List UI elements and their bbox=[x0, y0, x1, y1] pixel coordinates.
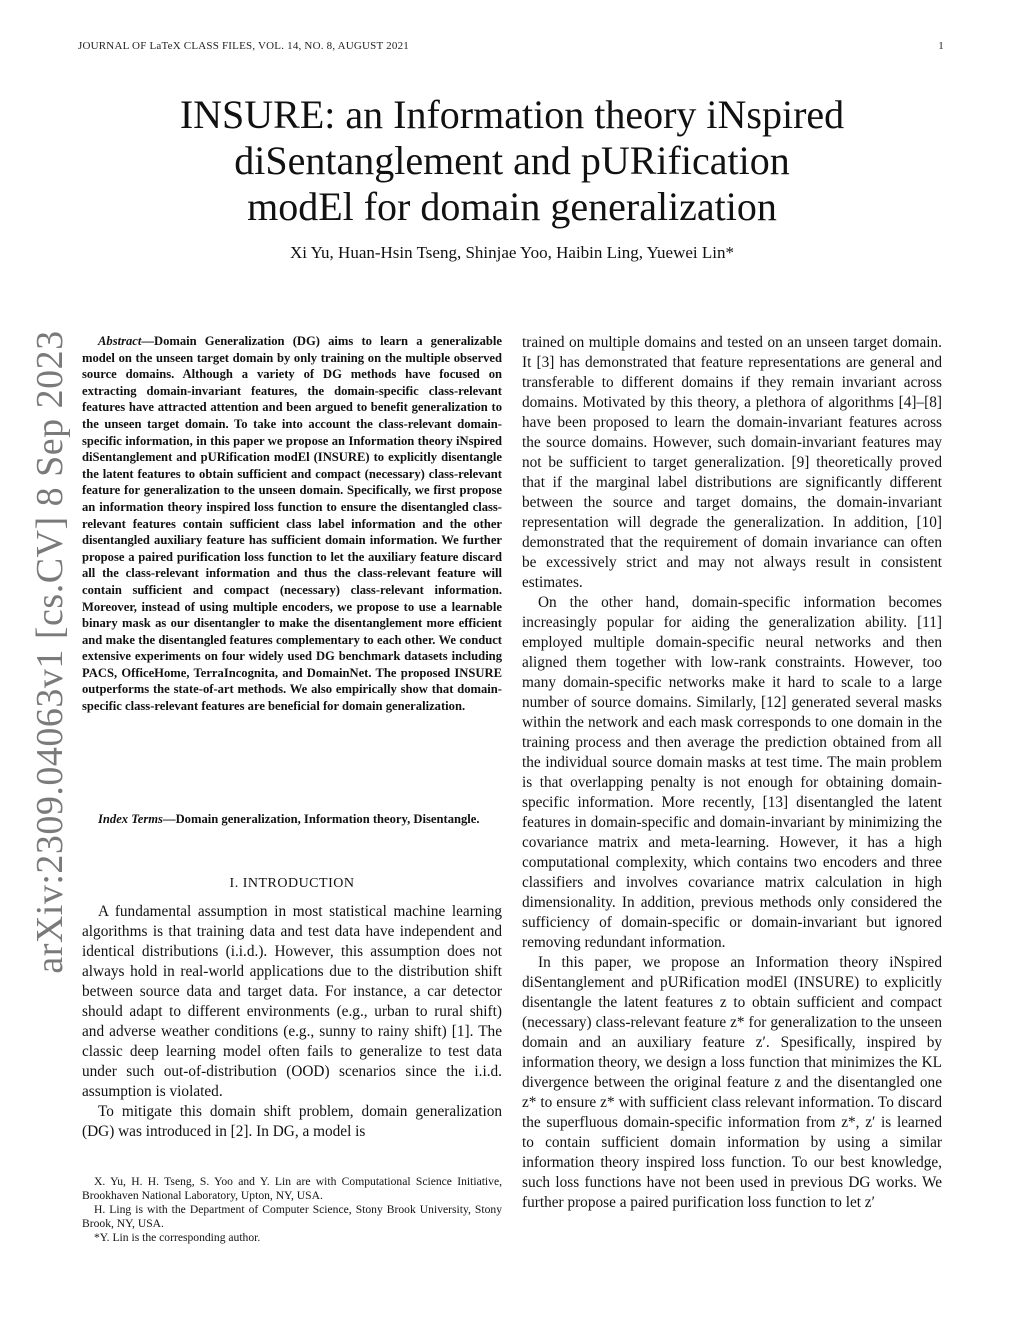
abstract bbox=[82, 333, 502, 715]
title-line-3: modEl for domain generalization bbox=[247, 184, 777, 229]
right-column-body bbox=[522, 333, 942, 1213]
intro-paragraph-2: To mitigate this domain shift problem, domain generalization (DG) was introduced in [2]. In DG, a model is bbox=[82, 1103, 502, 1140]
footnote-corresponding: *Y. Lin is the corresponding author. bbox=[94, 1231, 261, 1244]
journal-header: JOURNAL OF LaTeX CLASS FILES, VOL. 14, NO. 8, AUGUST 2021 bbox=[78, 40, 409, 52]
intro-paragraph-1: A fundamental assumption in most statistical machine learning algorithms is that training data and test data have independent and identical distributions (i.i.d.). However, this assumption does not always hold in real-world applications due to the distribution shift between source data and target data. For instance, a car detector should adapt to different environments (e.g., urban to rural shift) and adverse weather conditions (e.g., sunny to rainy shift) [1]. The classic deep learning model often fails to generalize to test data under such out-of-distribution (OOD) scenarios since the i.i.d. assumption is violated. bbox=[82, 903, 502, 1100]
page-number: 1 bbox=[938, 40, 944, 52]
arxiv-sidebar bbox=[20, 330, 80, 974]
abstract-text: —Domain Generalization (DG) aims to learn a generalizable model on the unseen target domain by only training on the multiple observed source domains. Although a variety of DG methods have focused on extracting domain-invariant features, the domain-specific class-relevant features have attracted attention and been argued to benefit generalization to the unseen target domain. To take into account the class-relevant domain-specific information, in this paper we propose an Information theory iNspired diSentanglement and pURification modEl (INSURE) to explicitly disentangle the latent features to obtain sufficient and compact (necessary) class-relevant feature for generalization to the unseen domain. Specifically, we first propose an information theory inspired loss function to ensure the disentangled class-relevant features contain sufficient class label information and the other disentangled auxiliary feature has sufficient domain information. We further propose a paired purification loss function to let the auxiliary feature discard all the class-relevant information and thus the class-relevant feature will contain sufficient and compact (necessary) class-relevant information. Moreover, instead of using multiple encoders, we propose to use a learnable binary mask as our disentangler to make the disentanglement more efficient and make the disentangled features complementary to each other. We conduct extensive experiments on four widely used DG benchmark datasets including PACS, OfficeHome, TerraIncognita, and DomainNet. The proposed INSURE outperforms the state-of-art methods. We also empirically show that domain-specific class-relevant features are beneficial for domain generalization. bbox=[82, 334, 502, 714]
index-terms-label: Index Terms bbox=[98, 812, 163, 826]
footnote-affiliation-2: H. Ling is with the Department of Computer Science, Stony Brook University, Stony Brook, NY, USA. bbox=[82, 1203, 502, 1230]
right-paragraph-2: On the other hand, domain-specific information becomes increasingly popular for aiding the generalization ability. [11] employed multiple domain-specific neural networks and then aligned them together with low-rank constraints. However, too many domain-specific networks make it hard to scale to a large number of source domains. Similarly, [12] generated several masks within the network and each mask corresponds to one domain in the training process and then average the prediction obtained from all the individual source domain masks at test time. The main problem is that overlapping penalty is not enough for obtaining domain-specific information. More recently, [13] disentangled the latent features in domain-specific and domain-invariant by minimizing the covariance matrix and meta-learning. However, it has a high computational complexity, which contains two encoders and three classifiers and involves covariance matrix calculation in high dimensionality. In addition, previous methods only considered the sufficiency of domain-specific or domain-invariant but ignored removing redundant information. bbox=[522, 594, 942, 951]
footnotes bbox=[82, 1175, 502, 1245]
running-header bbox=[78, 40, 944, 52]
arxiv-identifier: arXiv:2309.04063v1 [cs.CV] 8 Sep 2023 bbox=[29, 330, 71, 974]
section-heading-introduction: I. INTRODUCTION bbox=[229, 876, 355, 891]
author-list: Xi Yu, Huan-Hsin Tseng, Shinjae Yoo, Haibin Ling, Yuewei Lin* bbox=[290, 243, 734, 262]
right-paragraph-1: trained on multiple domains and tested on an unseen target domain. It [3] has demonstrated that feature representations are general and transferable to different domains if they remain invariant across domains. Motivated by this theory, a plethora of algorithms [4]–[8] have been proposed to learn the domain-invariant features across the source domains. However, such domain-invariant features may not be sufficient to target generalization. [9] theoretically proved that if the marginal label distributions are significantly different between the source and target domains, the domain-invariant representation will degrade the generalization. In addition, [10] demonstrated that the requirement of domain invariance can often be excessively strict and may not always result in consistent estimates. bbox=[522, 334, 942, 591]
introduction-body bbox=[82, 902, 502, 1142]
abstract-label: Abstract bbox=[98, 334, 142, 348]
index-terms bbox=[82, 811, 502, 828]
paper-title bbox=[120, 92, 904, 230]
title-line-2: diSentanglement and pURification bbox=[234, 138, 790, 183]
footnote-affiliation-1: X. Yu, H. H. Tseng, S. Yoo and Y. Lin are with Computational Science Initiative, Brookhaven National Laboratory, Upton, NY, USA. bbox=[82, 1175, 502, 1202]
title-line-1: INSURE: an Information theory iNspired bbox=[179, 92, 845, 137]
index-terms-text: —Domain generalization, Information theory, Disentangle. bbox=[162, 812, 480, 826]
right-paragraph-3: In this paper, we propose an Information theory iNspired diSentanglement and pURification modEl (INSURE) to explicitly disentangle the latent features z to obtain sufficient and compact (necessary) class-relevant feature z* for generalization to the unseen domain and an auxiliary feature z′. Spesifically, inspired by information theory, we design a loss function that minimizes the KL divergence between the original feature z and the disentangled one z* to ensure z* with sufficient class relevant information. To discard the superfluous domain-specific information from z*, z′ is learned to contain sufficient domain information by using a similar information theory inspired loss function. To our best knowledge, such loss functions have not been used in previous DG works. We further propose a paired purification loss function to let z′ bbox=[522, 954, 942, 1211]
